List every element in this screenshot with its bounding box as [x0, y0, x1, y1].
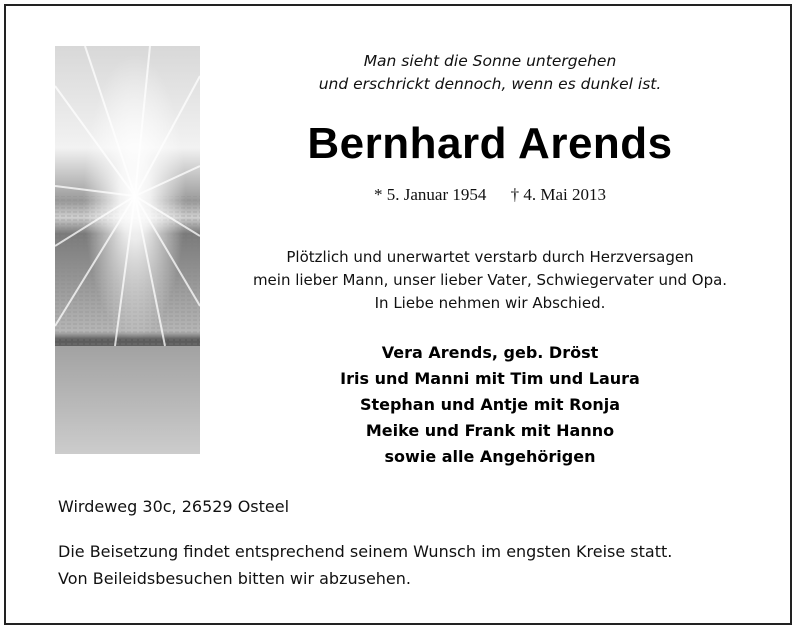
mourner: Meike und Frank mit Hanno: [365, 421, 615, 440]
address: Wirdeweg 30c, 26529 Osteel: [58, 497, 290, 516]
message-line: Plötzlich und unerwartet verstarb durch Herzversagen: [286, 248, 694, 266]
death-date: † 4. Mai 2013: [510, 185, 606, 204]
quote-line: Man sieht die Sonne untergehen: [363, 52, 617, 70]
obituary-message: [210, 246, 770, 315]
sunset-sea-image: [55, 46, 200, 454]
notice-line: Die Beisetzung findet entsprechend seinem Wunsch im engsten Kreise statt.: [58, 542, 673, 561]
notice-line: Von Beileidsbesuchen bitten wir abzusehen.: [58, 569, 411, 588]
life-dates: [210, 185, 770, 205]
mourners-list: [210, 340, 770, 470]
message-line: In Liebe nehmen wir Abschied.: [374, 294, 606, 312]
birth-date: * 5. Januar 1954: [373, 185, 487, 204]
mourner: Iris und Manni mit Tim und Laura: [340, 369, 640, 388]
mourner: sowie alle Angehörigen: [384, 447, 596, 466]
mourner: Vera Arends, geb. Dröst: [381, 343, 599, 362]
deceased-name: Bernhard Arends: [307, 119, 673, 168]
quote-line: und erschrickt dennoch, wenn es dunkel ist.: [318, 75, 662, 93]
quote: [210, 50, 770, 96]
mourner: Stephan und Antje mit Ronja: [359, 395, 621, 414]
message-line: mein lieber Mann, unser lieber Vater, Schwiegervater und Opa.: [252, 271, 728, 289]
funeral-notice: [58, 538, 672, 592]
